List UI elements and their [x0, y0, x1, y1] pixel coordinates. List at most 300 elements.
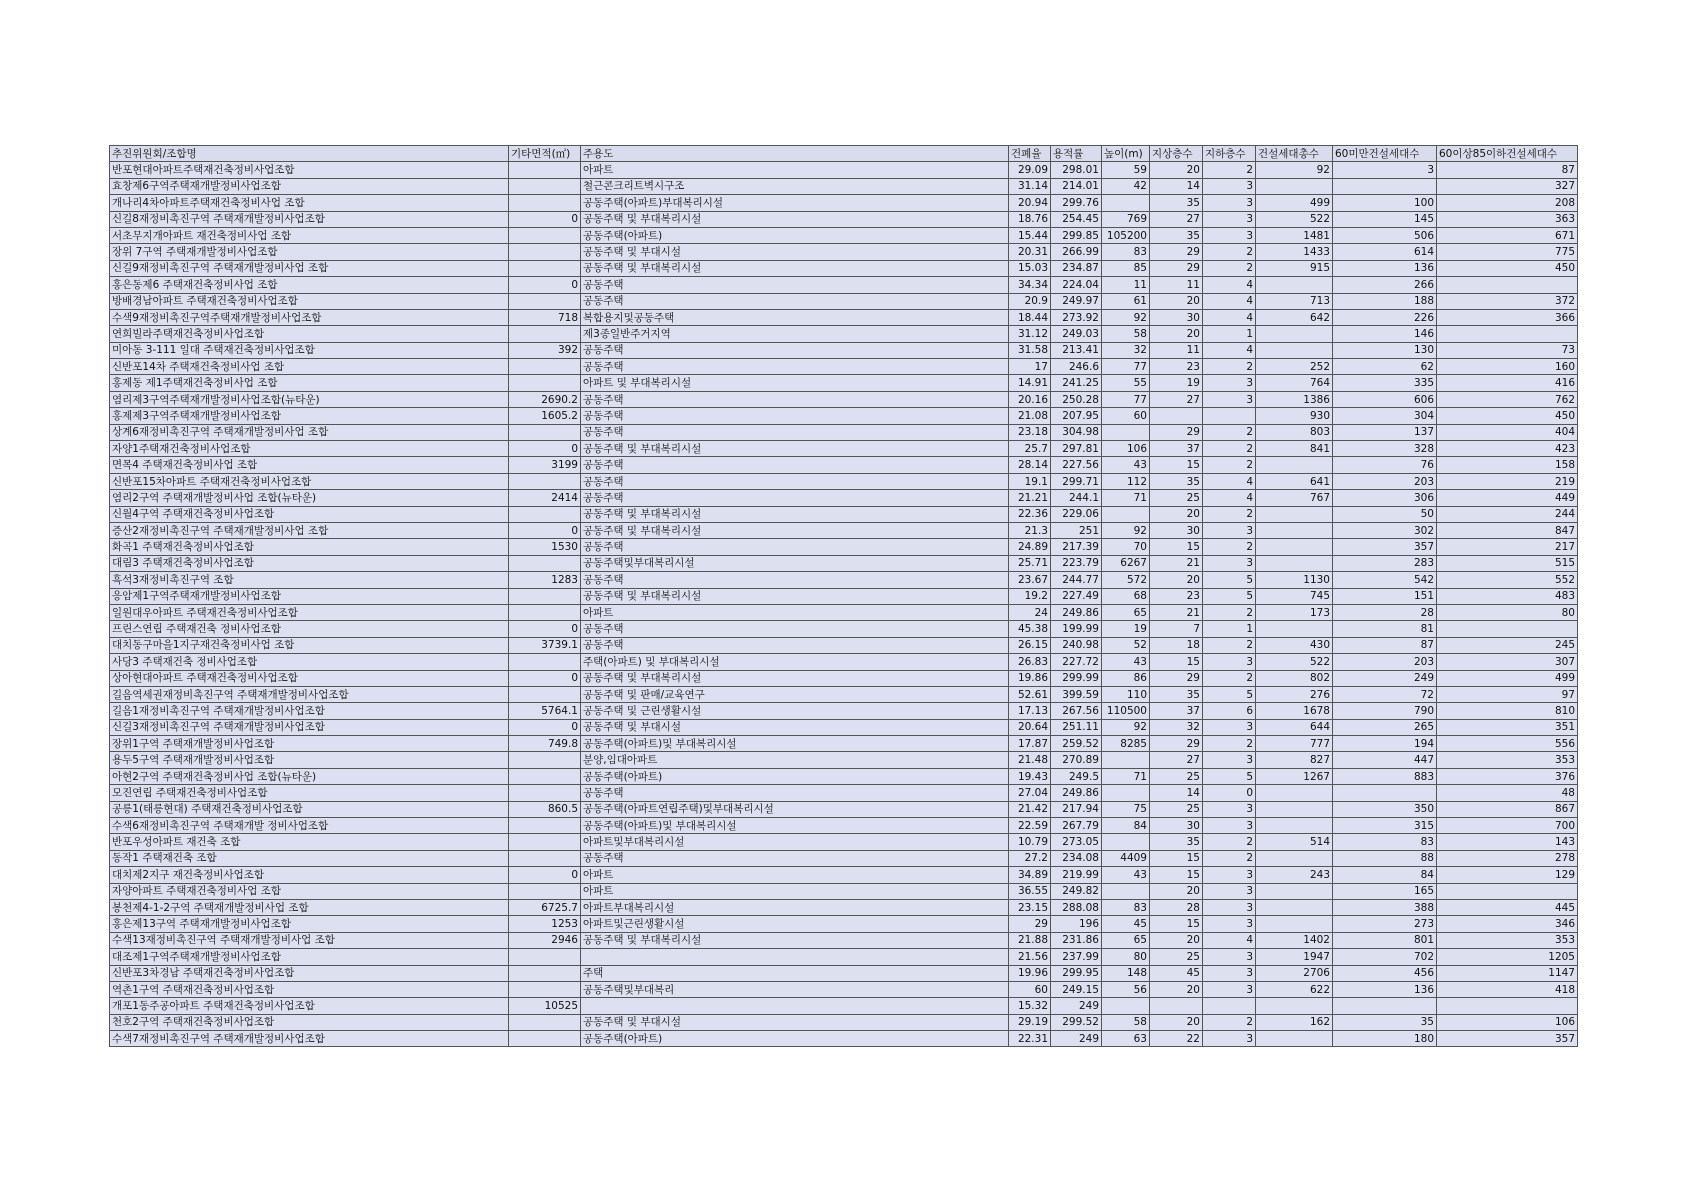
cell-bcr: 10.79: [1009, 834, 1051, 850]
cell-use: 공동주택 및 판매/교육연구: [581, 686, 1009, 702]
cell-floors_above: 35: [1150, 195, 1203, 211]
cell-households: 803: [1256, 424, 1333, 440]
cell-far: 229.06: [1051, 506, 1102, 522]
cell-height: 59: [1102, 162, 1150, 178]
cell-far: 299.99: [1051, 670, 1102, 686]
cell-floors_above: 30: [1150, 818, 1203, 834]
cell-floors_above: 27: [1150, 211, 1203, 227]
cell-floors_below: 2: [1203, 244, 1256, 260]
column-header-60to85: 60이상85이하건설세대수: [1437, 146, 1578, 162]
cell-name: 대치제2지구 재건축정비사업조합: [110, 867, 509, 883]
cell-60to85: 278: [1437, 850, 1578, 866]
cell-floors_above: 35: [1150, 686, 1203, 702]
cell-60to85: 97: [1437, 686, 1578, 702]
cell-far: 249: [1051, 998, 1102, 1014]
cell-households: 173: [1256, 604, 1333, 620]
cell-floors_below: 2: [1203, 457, 1256, 473]
cell-floors_above: 37: [1150, 703, 1203, 719]
table-row: [110, 441, 1578, 457]
cell-use: 분양,임대아파트: [581, 752, 1009, 768]
cell-floors_below: 3: [1203, 949, 1256, 965]
cell-under60: 145: [1333, 211, 1437, 227]
cell-far: 299.76: [1051, 195, 1102, 211]
table-row: [110, 588, 1578, 604]
cell-under60: [1333, 998, 1437, 1014]
cell-use: 공동주택 및 부대복리시설: [581, 932, 1009, 948]
cell-use: 공동주택(아파트): [581, 1031, 1009, 1047]
cell-name: 신반포3차경남 주택재건축정비사업조합: [110, 965, 509, 981]
cell-floors_above: 35: [1150, 834, 1203, 850]
table-row: [110, 555, 1578, 571]
cell-bcr: 20.64: [1009, 719, 1051, 735]
cell-floors_above: 18: [1150, 637, 1203, 653]
table-row: [110, 801, 1578, 817]
cell-60to85: 357: [1437, 1031, 1578, 1047]
cell-use: 아파트 및 부대복리시설: [581, 375, 1009, 391]
cell-floors_below: 3: [1203, 899, 1256, 915]
cell-60to85: 327: [1437, 178, 1578, 194]
cell-height: 55: [1102, 375, 1150, 391]
cell-60to85: 73: [1437, 342, 1578, 358]
cell-other_area: [509, 850, 581, 866]
cell-households: 802: [1256, 670, 1333, 686]
cell-bcr: 31.14: [1009, 178, 1051, 194]
cell-bcr: 19.43: [1009, 768, 1051, 784]
cell-name: 역촌1구역 주택재건축정비사업조합: [110, 981, 509, 997]
cell-height: [1102, 195, 1150, 211]
cell-bcr: 20.94: [1009, 195, 1051, 211]
cell-floors_below: 6: [1203, 703, 1256, 719]
cell-other_area: [509, 375, 581, 391]
cell-60to85: 762: [1437, 391, 1578, 407]
cell-other_area: 5764.1: [509, 703, 581, 719]
cell-bcr: 27.2: [1009, 850, 1051, 866]
cell-60to85: [1437, 277, 1578, 293]
cell-height: 4409: [1102, 850, 1150, 866]
cell-height: 11: [1102, 277, 1150, 293]
cell-name: 동작1 주택재건축 조합: [110, 850, 509, 866]
cell-other_area: [509, 981, 581, 997]
cell-households: 1130: [1256, 572, 1333, 588]
cell-households: [1256, 326, 1333, 342]
table-row: [110, 654, 1578, 670]
cell-far: 298.01: [1051, 162, 1102, 178]
cell-households: 915: [1256, 260, 1333, 276]
cell-bcr: 29: [1009, 916, 1051, 932]
cell-floors_below: 4: [1203, 473, 1256, 489]
cell-height: [1102, 883, 1150, 899]
cell-height: 85: [1102, 260, 1150, 276]
cell-use: 공동주택 및 부대복리시설: [581, 260, 1009, 276]
cell-under60: 606: [1333, 391, 1437, 407]
cell-60to85: 416: [1437, 375, 1578, 391]
cell-60to85: 1147: [1437, 965, 1578, 981]
table-row: [110, 178, 1578, 194]
table-body: [110, 162, 1578, 1047]
cell-bcr: 26.15: [1009, 637, 1051, 653]
cell-use: 공동주택 및 부대복리시설: [581, 588, 1009, 604]
cell-floors_above: [1150, 998, 1203, 1014]
cell-use: 주택: [581, 965, 1009, 981]
cell-floors_below: 2: [1203, 162, 1256, 178]
cell-floors_above: 21: [1150, 555, 1203, 571]
cell-floors_below: 0: [1203, 785, 1256, 801]
cell-use: 공동주택 및 부대시설: [581, 244, 1009, 260]
cell-height: 56: [1102, 981, 1150, 997]
cell-other_area: 749.8: [509, 736, 581, 752]
cell-far: 250.28: [1051, 391, 1102, 407]
cell-other_area: [509, 1031, 581, 1047]
cell-under60: 188: [1333, 293, 1437, 309]
table-row: [110, 736, 1578, 752]
cell-far: 249.97: [1051, 293, 1102, 309]
cell-60to85: 346: [1437, 916, 1578, 932]
cell-floors_above: 20: [1150, 326, 1203, 342]
cell-under60: 542: [1333, 572, 1437, 588]
cell-floors_above: 23: [1150, 588, 1203, 604]
cell-far: 240.98: [1051, 637, 1102, 653]
cell-name: 대치동구마을1지구재건축정비사업 조합: [110, 637, 509, 653]
cell-floors_above: 23: [1150, 359, 1203, 375]
cell-far: 231.86: [1051, 932, 1102, 948]
cell-floors_above: 25: [1150, 768, 1203, 784]
cell-60to85: 87: [1437, 162, 1578, 178]
cell-bcr: 28.14: [1009, 457, 1051, 473]
cell-under60: 203: [1333, 654, 1437, 670]
cell-name: 신길9재정비촉진구역 주택재개발정비사업 조합: [110, 260, 509, 276]
cell-households: 764: [1256, 375, 1333, 391]
cell-60to85: [1437, 883, 1578, 899]
cell-other_area: [509, 326, 581, 342]
cell-households: [1256, 883, 1333, 899]
cell-height: 84: [1102, 818, 1150, 834]
cell-height: 58: [1102, 1014, 1150, 1030]
table-row: [110, 834, 1578, 850]
cell-households: 777: [1256, 736, 1333, 752]
cell-other_area: [509, 834, 581, 850]
cell-floors_below: 1: [1203, 326, 1256, 342]
cell-60to85: 353: [1437, 932, 1578, 948]
cell-name: 면목4 주택재건축정비사업 조합: [110, 457, 509, 473]
cell-under60: 136: [1333, 260, 1437, 276]
cell-floors_below: 3: [1203, 818, 1256, 834]
cell-households: 767: [1256, 490, 1333, 506]
cell-60to85: 363: [1437, 211, 1578, 227]
cell-other_area: [509, 883, 581, 899]
cell-floors_below: 3: [1203, 719, 1256, 735]
cell-use: 공동주택(아파트)및 부대복리시설: [581, 736, 1009, 752]
cell-floors_above: 20: [1150, 981, 1203, 997]
table-row: [110, 539, 1578, 555]
cell-other_area: [509, 506, 581, 522]
cell-households: 522: [1256, 654, 1333, 670]
cell-floors_above: 29: [1150, 260, 1203, 276]
cell-far: 266.99: [1051, 244, 1102, 260]
cell-use: 철근콘크리트벽시구조: [581, 178, 1009, 194]
cell-households: 514: [1256, 834, 1333, 850]
cell-under60: 100: [1333, 195, 1437, 211]
cell-height: 86: [1102, 670, 1150, 686]
cell-bcr: 19.1: [1009, 473, 1051, 489]
cell-under60: 350: [1333, 801, 1437, 817]
cell-under60: 447: [1333, 752, 1437, 768]
cell-floors_above: 25: [1150, 801, 1203, 817]
table-row: [110, 162, 1578, 178]
cell-far: 214.01: [1051, 178, 1102, 194]
cell-floors_above: 37: [1150, 441, 1203, 457]
cell-floors_above: 22: [1150, 1031, 1203, 1047]
cell-use: 공동주택 및 부대시설: [581, 719, 1009, 735]
cell-name: 길음역세권재정비촉진구역 주택재개발정비사업조합: [110, 686, 509, 702]
cell-60to85: 515: [1437, 555, 1578, 571]
cell-bcr: 14.91: [1009, 375, 1051, 391]
cell-name: 용두5구역 주택재개발정비사업조합: [110, 752, 509, 768]
table-row: [110, 490, 1578, 506]
cell-height: 43: [1102, 654, 1150, 670]
cell-bcr: 21.3: [1009, 522, 1051, 538]
cell-bcr: 31.12: [1009, 326, 1051, 342]
cell-floors_below: 2: [1203, 260, 1256, 276]
cell-floors_below: 2: [1203, 441, 1256, 457]
cell-households: [1256, 342, 1333, 358]
cell-other_area: 860.5: [509, 801, 581, 817]
cell-under60: 83: [1333, 834, 1437, 850]
cell-name: 증산2재정비촉진구역 주택재개발정비사업 조합: [110, 522, 509, 538]
cell-floors_above: 28: [1150, 899, 1203, 915]
cell-households: 622: [1256, 981, 1333, 997]
cell-height: 52: [1102, 637, 1150, 653]
cell-under60: 357: [1333, 539, 1437, 555]
cell-height: 43: [1102, 867, 1150, 883]
cell-name: 효창제6구역주택재개발정비사업조합: [110, 178, 509, 194]
table-row: [110, 506, 1578, 522]
cell-height: 75: [1102, 801, 1150, 817]
cell-use: 공동주택: [581, 391, 1009, 407]
cell-use: [581, 949, 1009, 965]
cell-height: 71: [1102, 490, 1150, 506]
cell-far: 399.59: [1051, 686, 1102, 702]
cell-use: 공동주택및부대복리시설: [581, 555, 1009, 571]
cell-60to85: 847: [1437, 522, 1578, 538]
cell-name: 반포현대아파트주택재건축정비사업조합: [110, 162, 509, 178]
cell-households: 1947: [1256, 949, 1333, 965]
cell-floors_below: [1203, 408, 1256, 424]
column-header-name: 추진위원회/조합명: [110, 146, 509, 162]
cell-use: 아파트부대복리시설: [581, 899, 1009, 915]
cell-floors_above: 15: [1150, 850, 1203, 866]
cell-60to85: 158: [1437, 457, 1578, 473]
table-row: [110, 850, 1578, 866]
table-row: [110, 227, 1578, 243]
cell-height: 148: [1102, 965, 1150, 981]
cell-far: 273.05: [1051, 834, 1102, 850]
cell-floors_below: 2: [1203, 834, 1256, 850]
cell-floors_below: 2: [1203, 604, 1256, 620]
cell-bcr: 29.09: [1009, 162, 1051, 178]
cell-floors_above: 20: [1150, 293, 1203, 309]
cell-bcr: 19.2: [1009, 588, 1051, 604]
cell-floors_below: 3: [1203, 195, 1256, 211]
cell-floors_below: 3: [1203, 965, 1256, 981]
cell-height: 77: [1102, 391, 1150, 407]
cell-households: 827: [1256, 752, 1333, 768]
cell-60to85: 418: [1437, 981, 1578, 997]
cell-far: 207.95: [1051, 408, 1102, 424]
cell-use: 아파트: [581, 883, 1009, 899]
cell-floors_below: 3: [1203, 555, 1256, 571]
cell-under60: 137: [1333, 424, 1437, 440]
cell-bcr: 17.13: [1009, 703, 1051, 719]
column-header-households: 건설세대총수: [1256, 146, 1333, 162]
cell-bcr: 25.7: [1009, 441, 1051, 457]
cell-height: [1102, 834, 1150, 850]
cell-bcr: 17.87: [1009, 736, 1051, 752]
cell-name: 서초무지개아파트 재건축정비사업 조합: [110, 227, 509, 243]
cell-floors_above: 25: [1150, 949, 1203, 965]
cell-floors_below: 3: [1203, 916, 1256, 932]
table-row: [110, 637, 1578, 653]
cell-name: 봉천제4-1-2구역 주택재개발정비사업 조합: [110, 899, 509, 915]
cell-height: 19: [1102, 621, 1150, 637]
table-row: [110, 1014, 1578, 1030]
cell-use: 공동주택: [581, 850, 1009, 866]
cell-under60: 273: [1333, 916, 1437, 932]
cell-use: 공동주택: [581, 424, 1009, 440]
cell-under60: 28: [1333, 604, 1437, 620]
table-row: [110, 293, 1578, 309]
cell-other_area: 10525: [509, 998, 581, 1014]
cell-name: 화곡1 주택재건축정비사업조합: [110, 539, 509, 555]
cell-floors_above: 11: [1150, 277, 1203, 293]
cell-height: 61: [1102, 293, 1150, 309]
cell-far: 299.85: [1051, 227, 1102, 243]
cell-60to85: 219: [1437, 473, 1578, 489]
cell-bcr: 21.08: [1009, 408, 1051, 424]
cell-bcr: 20.16: [1009, 391, 1051, 407]
cell-use: 공동주택 및 부대복리시설: [581, 506, 1009, 522]
cell-households: [1256, 850, 1333, 866]
column-header-floors_above: 지상층수: [1150, 146, 1203, 162]
cell-floors_below: 4: [1203, 309, 1256, 325]
cell-bcr: 22.31: [1009, 1031, 1051, 1047]
cell-floors_below: 2: [1203, 506, 1256, 522]
cell-under60: 81: [1333, 621, 1437, 637]
cell-under60: 266: [1333, 277, 1437, 293]
cell-other_area: [509, 359, 581, 375]
cell-height: 769: [1102, 211, 1150, 227]
cell-other_area: [509, 260, 581, 276]
cell-floors_below: 4: [1203, 293, 1256, 309]
table-row: [110, 686, 1578, 702]
cell-height: 92: [1102, 309, 1150, 325]
cell-bcr: 21.88: [1009, 932, 1051, 948]
cell-bcr: 34.89: [1009, 867, 1051, 883]
cell-height: [1102, 506, 1150, 522]
cell-households: 642: [1256, 309, 1333, 325]
cell-bcr: 19.86: [1009, 670, 1051, 686]
cell-under60: [1333, 178, 1437, 194]
cell-use: 제3종일반주거지역: [581, 326, 1009, 342]
cell-name: 신반포15차아파트 주택재건축정비사업조합: [110, 473, 509, 489]
cell-other_area: 1283: [509, 572, 581, 588]
cell-other_area: 3739.1: [509, 637, 581, 653]
cell-floors_below: 3: [1203, 752, 1256, 768]
cell-60to85: 450: [1437, 260, 1578, 276]
cell-far: 234.08: [1051, 850, 1102, 866]
cell-60to85: 404: [1437, 424, 1578, 440]
cell-other_area: [509, 162, 581, 178]
table-row: [110, 375, 1578, 391]
cell-households: 92: [1256, 162, 1333, 178]
cell-other_area: [509, 588, 581, 604]
cell-under60: 388: [1333, 899, 1437, 915]
cell-60to85: 106: [1437, 1014, 1578, 1030]
cell-far: 297.81: [1051, 441, 1102, 457]
cell-under60: 456: [1333, 965, 1437, 981]
cell-other_area: 0: [509, 867, 581, 883]
cell-far: 249.86: [1051, 785, 1102, 801]
cell-name: 염리2구역 주택재개발정비사업 조합(뉴타운): [110, 490, 509, 506]
cell-bcr: 15.32: [1009, 998, 1051, 1014]
cell-use: 공동주택: [581, 457, 1009, 473]
cell-use: 공동주택: [581, 637, 1009, 653]
cell-60to85: 556: [1437, 736, 1578, 752]
cell-floors_above: 30: [1150, 309, 1203, 325]
cell-height: 83: [1102, 899, 1150, 915]
housing-redevelopment-table: [109, 145, 1578, 1047]
cell-60to85: [1437, 326, 1578, 342]
cell-other_area: [509, 949, 581, 965]
cell-bcr: 15.03: [1009, 260, 1051, 276]
cell-households: 252: [1256, 359, 1333, 375]
cell-name: 일원대우아파트 주택재건축정비사업조합: [110, 604, 509, 620]
cell-bcr: 36.55: [1009, 883, 1051, 899]
cell-under60: 165: [1333, 883, 1437, 899]
cell-far: 254.45: [1051, 211, 1102, 227]
cell-bcr: 15.44: [1009, 227, 1051, 243]
cell-name: 신길3재정비촉진구역 주택재개발정비사업조합: [110, 719, 509, 735]
cell-height: 112: [1102, 473, 1150, 489]
cell-60to85: 244: [1437, 506, 1578, 522]
cell-name: 방배경남아파트 주택재건축정비사업조합: [110, 293, 509, 309]
cell-floors_below: 3: [1203, 391, 1256, 407]
cell-name: 사당3 주택재건축 정비사업조합: [110, 654, 509, 670]
cell-60to85: 217: [1437, 539, 1578, 555]
cell-floors_above: 20: [1150, 506, 1203, 522]
cell-floors_above: 15: [1150, 457, 1203, 473]
cell-use: [581, 998, 1009, 1014]
cell-60to85: 376: [1437, 768, 1578, 784]
cell-under60: 702: [1333, 949, 1437, 965]
cell-far: 273.92: [1051, 309, 1102, 325]
cell-height: 32: [1102, 342, 1150, 358]
cell-households: [1256, 916, 1333, 932]
cell-far: 299.95: [1051, 965, 1102, 981]
cell-far: 251: [1051, 522, 1102, 538]
cell-use: 아파트및부대복리시설: [581, 834, 1009, 850]
cell-under60: 151: [1333, 588, 1437, 604]
cell-bcr: 23.18: [1009, 424, 1051, 440]
cell-far: 299.71: [1051, 473, 1102, 489]
cell-other_area: [509, 785, 581, 801]
cell-name: 반포우성아파트 재건축 조합: [110, 834, 509, 850]
cell-name: 장위 7구역 주택재개발정비사업조합: [110, 244, 509, 260]
cell-name: 미아동 3-111 일대 주택재건축정비사업조합: [110, 342, 509, 358]
cell-far: 251.11: [1051, 719, 1102, 735]
cell-other_area: [509, 555, 581, 571]
cell-use: 아파트: [581, 604, 1009, 620]
cell-other_area: 1605.2: [509, 408, 581, 424]
